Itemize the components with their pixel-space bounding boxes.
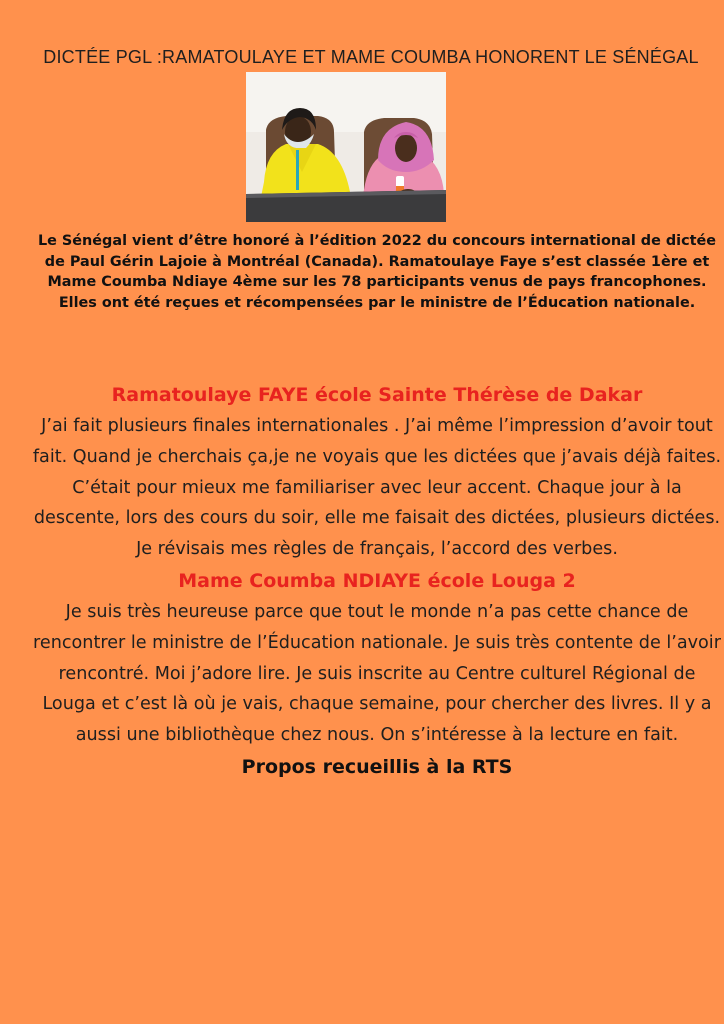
page-title: DICTÉE PGL :RAMATOULAYE ET MAME COUMBA HONORENT LE SÉNÉGAL [43,47,699,67]
quote-ramatoulaye: J’ai fait plusieurs finales internationales . J’ai même l’impression d’avoir tout fait. Quand je cherchais ça,je ne voyais que les dictées que j’avais déjà faites. C’était pour mieux me familiariser avec leur accent. Chaque jour à la descente, lors des cours du soir, elle me faisait des dictées, plusieurs dictées. Je révisais mes règles de français, l’accord des verbes. [32,416,722,560]
source-credit: Propos recueillis à la RTS [241,755,513,778]
intro-paragraph: Le Sénégal vient d’être honoré à l’édition 2022 du concours international de dictée de Paul Gérin Lajoie à Montréal (Canada). Ramatoulaye Faye s’est classée 1ère et Mame Coumba Ndiaye 4ème sur les 78 participants venus de pays francophones. Elles ont été reçues et récompensées par le ministre de l’Éducation nationale. [37,233,717,311]
speaker-heading-mame-coumba: Mame Coumba NDIAYE école Louga 2 [178,569,576,592]
students-photo-illustration [246,72,446,222]
testimonies-section [30,379,724,783]
photo-two-students [246,72,446,222]
quote-mame-coumba: Je suis très heureuse parce que tout le monde n’a pas cette chance de rencontrer le ministre de l’Éducation nationale. Je suis très contente de l’avoir rencontré. Moi j’adore lire. Je suis inscrite au Centre culturel Régional de Louga et c’est là où je vais, chaque semaine, pour chercher des livres. Il y a aussi une bibliothèque chez nous. On s’intéresse à la lecture en fait. [33,601,721,746]
speaker-heading-ramatoulaye: Ramatoulaye FAYE école Sainte Thérèse de Dakar [111,384,643,406]
